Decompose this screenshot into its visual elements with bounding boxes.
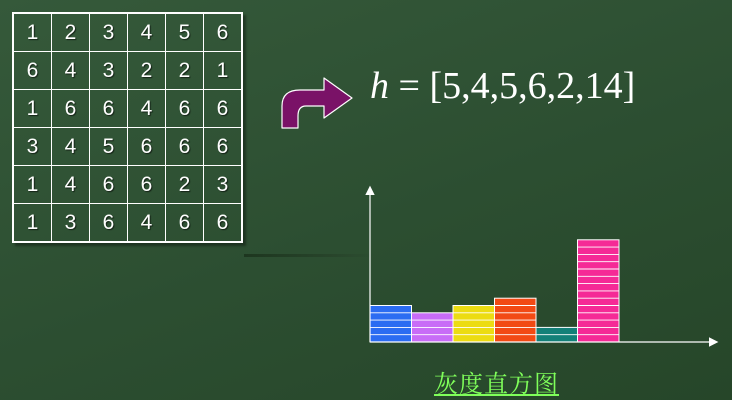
matrix-cell: 4 bbox=[52, 52, 90, 90]
matrix-row bbox=[13, 52, 242, 90]
matrix-cell: 2 bbox=[166, 166, 204, 204]
matrix-row bbox=[13, 90, 242, 128]
histogram-bars bbox=[370, 240, 619, 342]
matrix-row bbox=[13, 128, 242, 166]
histogram-bar-1 bbox=[370, 306, 412, 343]
histogram-bar-3 bbox=[453, 306, 495, 343]
matrix-cell: 6 bbox=[166, 204, 204, 243]
matrix-cell: 5 bbox=[90, 128, 128, 166]
matrix-cell: 1 bbox=[13, 13, 52, 52]
gray-histogram-chart bbox=[350, 180, 730, 355]
matrix-row bbox=[13, 166, 242, 204]
matrix-cell: 3 bbox=[90, 52, 128, 90]
matrix-cell: 6 bbox=[90, 166, 128, 204]
matrix-cell: 3 bbox=[52, 204, 90, 243]
matrix-cell: 3 bbox=[90, 13, 128, 52]
matrix-cell: 1 bbox=[13, 204, 52, 243]
formula-variable: h bbox=[370, 65, 389, 107]
matrix-cell: 6 bbox=[128, 128, 166, 166]
histogram-caption: 灰度直方图 bbox=[434, 370, 559, 398]
matrix-cell: 6 bbox=[166, 128, 204, 166]
histogram-formula bbox=[370, 64, 635, 108]
matrix-row bbox=[13, 204, 242, 243]
matrix-cell: 6 bbox=[90, 90, 128, 128]
matrix-row bbox=[13, 13, 242, 52]
matrix-cell: 4 bbox=[128, 90, 166, 128]
matrix-cell: 2 bbox=[166, 52, 204, 90]
matrix-cell: 4 bbox=[128, 204, 166, 243]
matrix-cell: 6 bbox=[204, 13, 243, 52]
image-pixel-matrix bbox=[12, 12, 243, 243]
matrix-cell: 4 bbox=[52, 166, 90, 204]
matrix-cell: 4 bbox=[52, 128, 90, 166]
matrix-cell: 6 bbox=[204, 90, 243, 128]
matrix-cell: 6 bbox=[13, 52, 52, 90]
matrix-cell: 2 bbox=[128, 52, 166, 90]
matrix-cell: 6 bbox=[128, 166, 166, 204]
formula-vector: [5,4,5,6,2,14] bbox=[429, 65, 636, 107]
matrix-cell: 6 bbox=[90, 204, 128, 243]
matrix-cell: 6 bbox=[166, 90, 204, 128]
matrix-cell: 1 bbox=[204, 52, 243, 90]
matrix-cell: 5 bbox=[166, 13, 204, 52]
matrix-cell: 3 bbox=[13, 128, 52, 166]
matrix-cell: 6 bbox=[204, 204, 243, 243]
matrix-cell: 1 bbox=[13, 166, 52, 204]
matrix-cell: 6 bbox=[52, 90, 90, 128]
matrix-cell: 3 bbox=[204, 166, 243, 204]
matrix-cell: 6 bbox=[204, 128, 243, 166]
matrix-cell: 2 bbox=[52, 13, 90, 52]
matrix-cell: 4 bbox=[128, 13, 166, 52]
matrix-cell: 1 bbox=[13, 90, 52, 128]
formula-operator: = bbox=[398, 65, 420, 107]
curved-arrow-icon bbox=[276, 76, 356, 132]
